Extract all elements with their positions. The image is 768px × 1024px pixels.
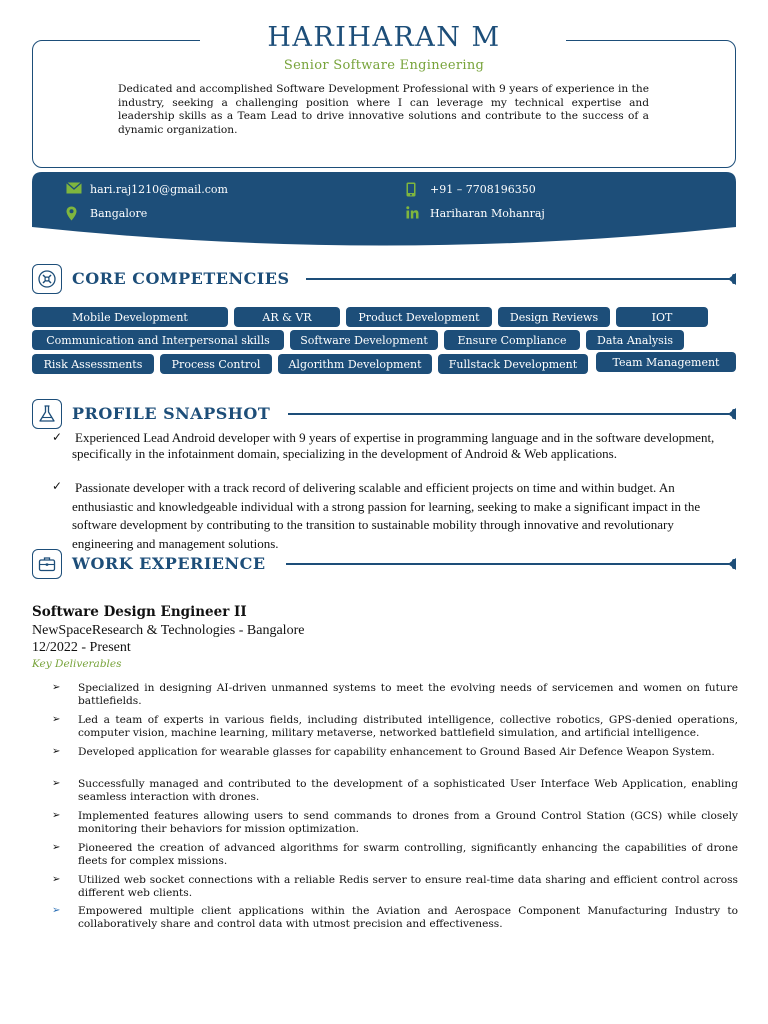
email-text: hari.raj1210@gmail.com (90, 182, 228, 196)
job-title: Software Design Engineer II (32, 604, 247, 620)
arrow-bullet-icon: ➢ (52, 874, 61, 885)
linkedin-icon (406, 206, 422, 220)
deliverable-item: ➢ Utilized web socket connections with a reliable Redis server to ensure real-time data sharing and efficient control across different web clients. (52, 874, 738, 900)
briefcase-icon (32, 549, 62, 579)
divider-end (732, 274, 736, 284)
tools-icon (32, 264, 62, 294)
competency-pill: AR & VR (234, 307, 340, 327)
arrow-bullet-icon: ➢ (52, 714, 61, 725)
key-deliverables-label: Key Deliverables (32, 658, 122, 670)
work-experience-title: WORK EXPERIENCE (72, 554, 266, 573)
deliverable-item: ➢ Successfully managed and contributed to the development of a sophisticated User Interface Web Application, enabling seamless interaction with drones. (52, 778, 738, 804)
check-icon: ✓ (52, 430, 63, 444)
competency-pill: Design Reviews (498, 307, 610, 327)
phone-text: +91 – 7708196350 (430, 182, 536, 196)
snapshot-item: ✓ Passionate developer with a track record of delivering scalable and efficient projects on time and within budget. An enthusiastic and knowledgeable individual with a strong passion for learning, seeking to make a significant impact in the software development by contributing to the transition to sustainable mobility through innovative and revolutionary engineering and management solutions. (52, 479, 701, 551)
job-dates: 12/2022 - Present (32, 640, 131, 655)
section-divider (286, 563, 730, 565)
candidate-title: Senior Software Engineering (283, 58, 485, 73)
flask-icon (32, 399, 62, 429)
profile-snapshot-heading (32, 399, 736, 429)
contact-band (32, 172, 736, 250)
competency-pill: Ensure Compliance (444, 330, 580, 350)
competency-pill: Algorithm Development (278, 354, 432, 374)
deliverable-item: ➢ Specialized in designing AI-driven unmanned systems to meet the evolving needs of servicemen and women on future battlefields. (52, 682, 738, 708)
divider-end (732, 559, 736, 569)
contact-phone[interactable] (406, 182, 536, 196)
competency-pill: Communication and Interpersonal skills (32, 330, 284, 350)
job-company: NewSpaceResearch & Technologies - Bangalore (32, 623, 305, 638)
contact-location (66, 206, 147, 220)
core-competencies-heading (32, 264, 736, 294)
competency-pill: Team Management (596, 352, 736, 372)
deliverable-item: ➢ Empowered multiple client applications within the Aviation and Aerospace Component Manufacturing Industry to collaboratively share and control data with utmost precision and effectiveness. (52, 905, 738, 931)
summary-text: Dedicated and accomplished Software Development Professional with 9 years of experience in the industry, seeking a challenging position where I can leverage my technical expertise and leadership skills as a Team Lead to drive innovative solutions and contribute to the success of a dynamic organization. (118, 83, 649, 136)
work-experience-heading (32, 549, 736, 579)
competency-pill: Software Development (290, 330, 438, 350)
section-divider (306, 278, 730, 280)
candidate-name: HARIHARAN M (267, 22, 501, 53)
arrow-bullet-icon: ➢ (52, 905, 61, 916)
arrow-bullet-icon: ➢ (52, 778, 61, 789)
deliverable-item: ➢ Implemented features allowing users to send commands to drones from a Ground Control Station (GCS) while closely monitoring their behaviors for mission optimization. (52, 810, 738, 836)
envelope-icon (66, 182, 82, 196)
competency-pill: Mobile Development (32, 307, 228, 327)
section-divider (288, 413, 730, 415)
check-icon: ✓ (52, 479, 63, 493)
deliverable-item: ➢ Developed application for wearable glasses for capability enhancement to Ground Based Air Defence Weapon System. (52, 746, 715, 758)
competency-pill: Process Control (160, 354, 272, 374)
location-pin-icon (66, 206, 82, 220)
core-competencies-title: CORE COMPETENCIES (72, 269, 290, 288)
contact-linkedin[interactable] (406, 206, 545, 220)
snapshot-item: ✓ Experienced Lead Android developer with 9 years of expertise in programming language and in the software development, specifically in the infotainment domain, specializing in the development of Android & Web applications. (52, 430, 715, 461)
location-text: Bangalore (90, 206, 148, 220)
arrow-bullet-icon: ➢ (52, 842, 61, 853)
linkedin-text: Hariharan Mohanraj (430, 206, 545, 220)
competency-pill: Product Development (346, 307, 492, 327)
competency-pill: Data Analysis (586, 330, 684, 350)
arrow-bullet-icon: ➢ (52, 682, 61, 693)
competency-pill: Risk Assessments (32, 354, 154, 374)
profile-snapshot-title: PROFILE SNAPSHOT (72, 404, 271, 423)
contact-email[interactable] (66, 182, 228, 196)
competency-pill: Fullstack Development (438, 354, 588, 374)
deliverable-item: ➢ Led a team of experts in various fields, including distributed intelligence, collective robotics, GPS-denied operations, computer vision, machine learning, military metaverse, networked battlefield simulation, and artificial intelligence. (52, 714, 738, 740)
phone-icon (406, 182, 422, 196)
arrow-bullet-icon: ➢ (52, 810, 61, 821)
competency-pill: IOT (616, 307, 708, 327)
arrow-bullet-icon: ➢ (52, 746, 61, 757)
deliverable-item: ➢ Pioneered the creation of advanced algorithms for swarm controlling, significantly enhancing the capabilities of drone fleets for complex missions. (52, 842, 738, 868)
divider-end (732, 409, 736, 419)
